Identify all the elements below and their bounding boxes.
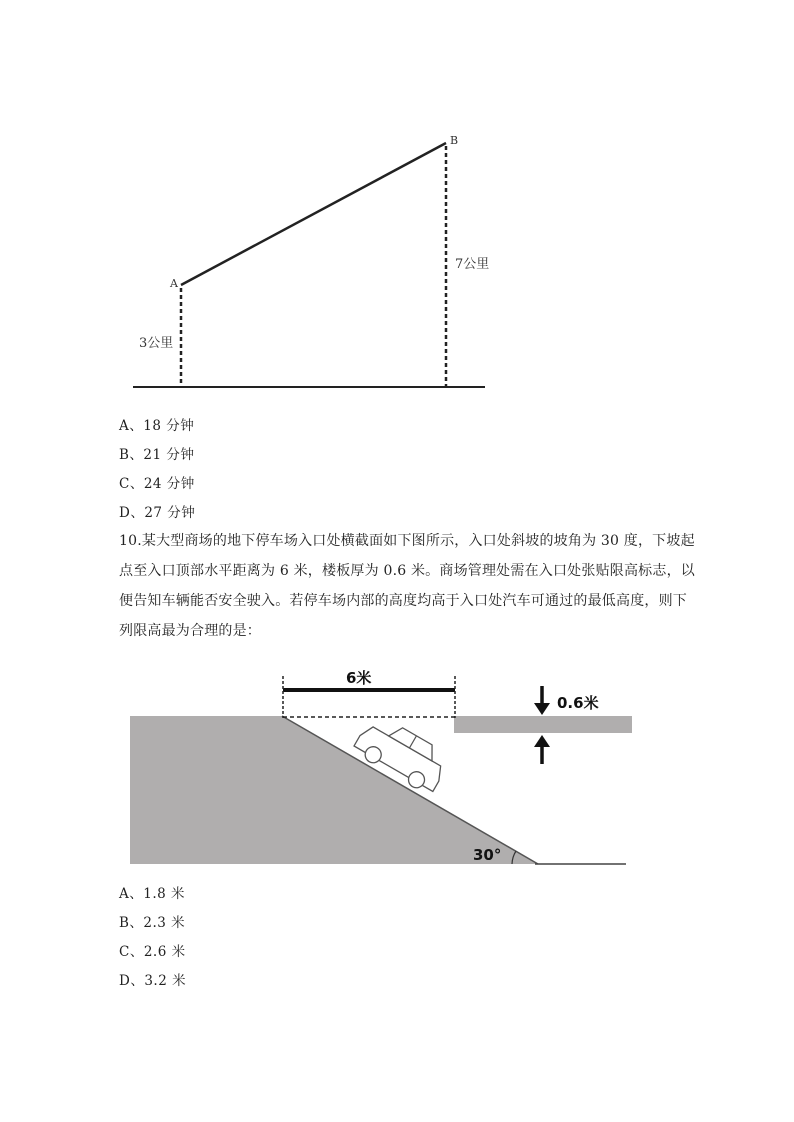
q10-line-2: 点至入口顶部水平距离为 6 米，楼板厚为 0.6 米。商场管理处需在入口处张贴限高标志，以 bbox=[119, 563, 695, 579]
label-angle-30: 30° bbox=[473, 846, 502, 864]
arrow-up-head bbox=[534, 735, 550, 747]
floor-slab bbox=[454, 716, 632, 733]
q9-option-b: B、21 分钟 bbox=[119, 447, 195, 463]
q9-option-d: D、27 分钟 bbox=[119, 505, 196, 521]
label-point-a: A bbox=[170, 277, 178, 290]
label-6m: 6米 bbox=[346, 669, 372, 687]
label-point-b: B bbox=[450, 134, 459, 147]
q9-option-a: A、18 分钟 bbox=[119, 418, 195, 434]
q10-option-b: B、2.3 米 bbox=[119, 915, 186, 931]
q10-line-3: 便告知车辆能否安全驶入。若停车场内部的高度均高于入口处汽车可通过的最低高度，则下 bbox=[119, 593, 687, 609]
q10-option-d: D、3.2 米 bbox=[119, 973, 187, 989]
figure-slope-ab bbox=[0, 0, 794, 400]
label-height-a: 3公里 bbox=[139, 336, 174, 351]
slope-line-ab bbox=[181, 143, 446, 285]
label-height-b: 7公里 bbox=[455, 257, 490, 272]
figure-parking-entrance bbox=[0, 650, 794, 880]
q10-option-a: A、1.8 米 bbox=[119, 886, 186, 902]
q10-line-1: 10.某大型商场的地下停车场入口处横截面如下图所示，入口处斜坡的坡角为 30 度，下坡起 bbox=[119, 533, 695, 549]
ground-slope bbox=[130, 716, 538, 864]
arrow-down-head bbox=[534, 703, 550, 715]
q10-option-c: C、2.6 米 bbox=[119, 944, 186, 960]
label-0-6m: 0.6米 bbox=[557, 694, 599, 712]
q10-line-4: 列限高最为合理的是： bbox=[119, 623, 261, 639]
q9-option-c: C、24 分钟 bbox=[119, 476, 195, 492]
